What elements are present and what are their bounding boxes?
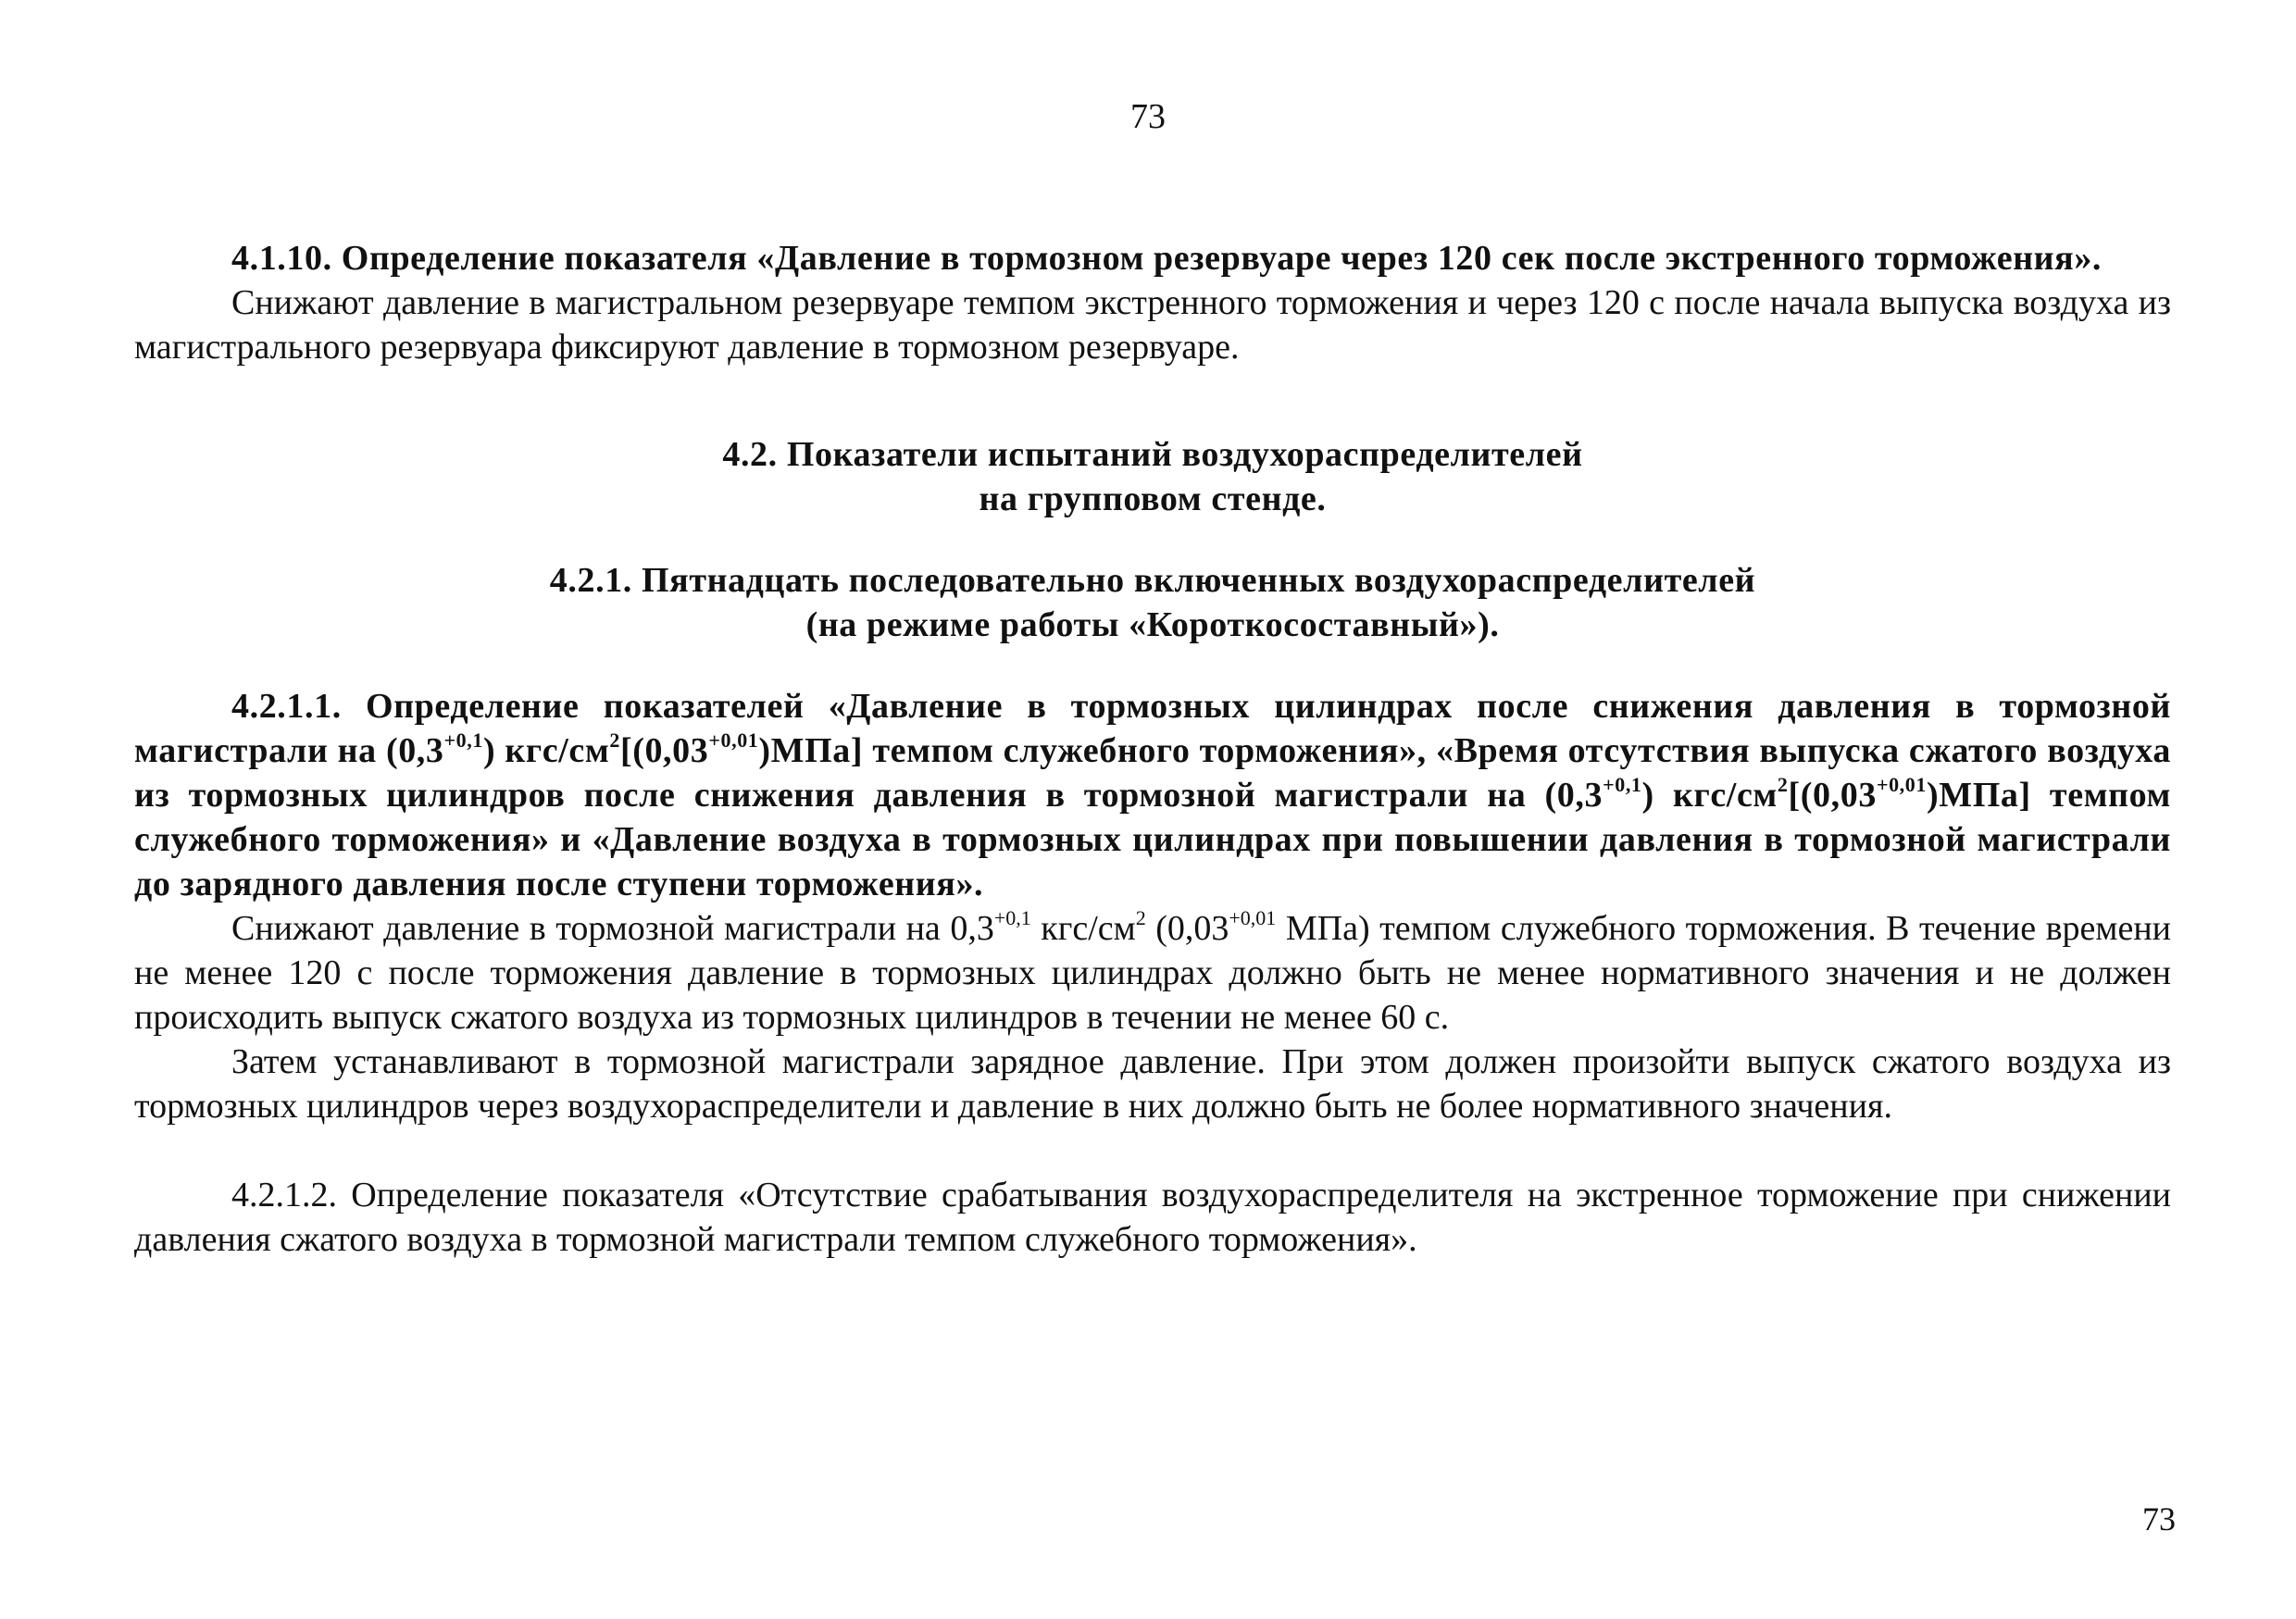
section-4-1-10-body: Снижают давление в магистральном резервуаре темпом экстренного торможения и через 120 с после начала выпуска воздуха из магистрального резервуара фиксируют давление в тормозном резервуаре. bbox=[134, 283, 2171, 367]
section-4-2-1-2-heading: 4.2.1.2. Определение показателя «Отсутствие срабатывания воздухораспределителя на экстренное торможение при снижении давления сжатого воздуха в тормозной магистрали темпом служебного торможения». bbox=[134, 1176, 2171, 1259]
heading-text: [(0,03 bbox=[1788, 776, 1877, 815]
superscript-tolerance: +0,1 bbox=[993, 906, 1031, 930]
superscript-exponent: 2 bbox=[609, 729, 620, 753]
body-text: кгс/см bbox=[1030, 909, 1136, 948]
superscript-tolerance: +0,01 bbox=[708, 729, 759, 753]
section-4-2-1-1-body-1 bbox=[134, 906, 2171, 1040]
section-4-2-1-title-line2: (на режиме работы «Короткосоставный»). bbox=[805, 605, 1500, 644]
superscript-exponent: 2 bbox=[1777, 773, 1789, 797]
page-number-top: 73 bbox=[1130, 97, 1166, 136]
section-4-2-1-1-body-2: Затем устанавливают в тормозной магистрали зарядное давление. При этом должен произойти выпуск сжатого воздуха из тормозных цилиндров через воздухораспределители и давление в них должно быть не более нормативного значения. bbox=[134, 1042, 2171, 1126]
superscript-tolerance: +0,1 bbox=[1603, 773, 1642, 797]
superscript-exponent: 2 bbox=[1135, 906, 1146, 930]
section-4-2-1-title-line1: 4.2.1. Пятнадцать последовательно включенных воздухораспределителей bbox=[549, 561, 1756, 600]
section-4-1-10-heading: 4.1.10. Определение показателя «Давление в тормозном резервуаре через 120 сек после экстренного торможения». bbox=[231, 239, 2103, 278]
body-text: Снижают давление в тормозной магистрали на 0,3 bbox=[231, 909, 994, 948]
heading-text: )МПа] темпом служебного торможения», «Время отсутствия выпуска сжатого воздуха из тормозных цилиндров после снижения давления в тормозной магистрали на (0,3 bbox=[134, 731, 2171, 815]
heading-text: 4.2.1.1. Определение показателей «Давление в тормозных цилиндрах после снижения давления в тормозной магистрали на (0,3 bbox=[134, 687, 2171, 770]
section-4-2-title-line2: на групповом стенде. bbox=[979, 479, 1327, 518]
heading-text: )МПа] темпом служебного торможения» и «Давление воздуха в тормозных цилиндрах при повышении давления в тормозной магистрали до зарядного давления после ступени торможения». bbox=[134, 776, 2171, 903]
body-text: (0,03 bbox=[1145, 909, 1229, 948]
heading-text: [(0,03 bbox=[619, 731, 709, 770]
section-4-2-title-line1: 4.2. Показатели испытаний воздухораспределителей bbox=[722, 435, 1583, 474]
heading-text: ) кгс/см bbox=[1641, 776, 1778, 815]
superscript-tolerance: +0,1 bbox=[443, 729, 483, 753]
superscript-tolerance: +0,01 bbox=[1229, 906, 1277, 930]
superscript-tolerance: +0,01 bbox=[1876, 773, 1927, 797]
body-text: МПа) темпом служебного торможения. В течение времени не менее 120 с после торможения давление в тормозных цилиндрах должно быть не менее нормативного значения и не должен происходить выпуск сжатого воздуха из тормозных цилиндров в течении не менее 60 с. bbox=[134, 909, 2171, 1037]
document-content bbox=[134, 236, 2171, 1262]
page-number-bottom: 73 bbox=[2142, 1501, 2176, 1538]
heading-text: ) кгс/см bbox=[482, 731, 610, 770]
section-4-2-1-1-heading bbox=[134, 684, 2171, 906]
